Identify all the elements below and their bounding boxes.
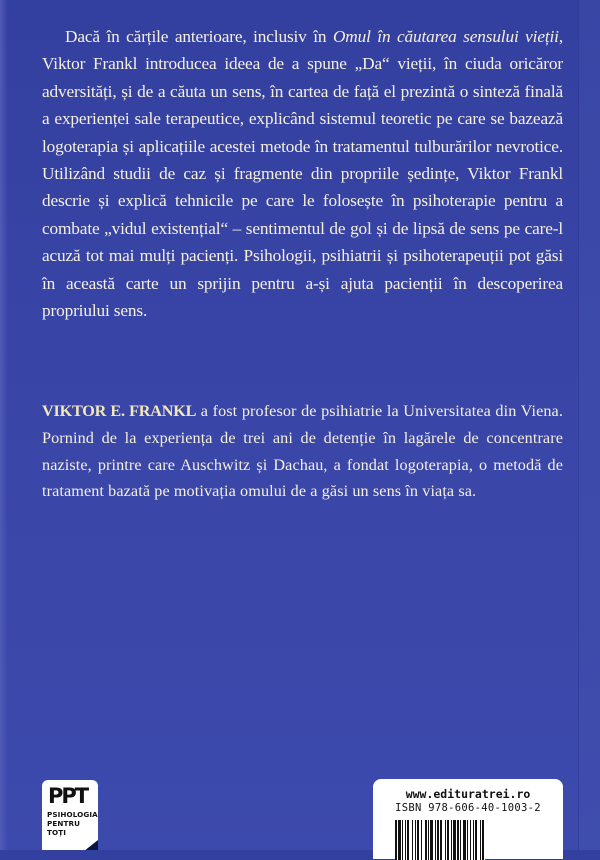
author-name: VIKTOR E. FRANKL bbox=[42, 402, 197, 420]
cover-spine-edge bbox=[578, 0, 600, 850]
publisher-website: www.edituratrei.ro bbox=[405, 787, 531, 801]
isbn-label bbox=[373, 779, 563, 859]
logo-line-1: PSIHOLOGIA bbox=[47, 810, 98, 819]
page-curl-icon bbox=[56, 840, 98, 850]
blurb-intro: Dacă în cărțile anterioare, inclusiv în bbox=[65, 27, 333, 46]
logo-line-3: TOȚI bbox=[47, 828, 66, 837]
bio-text: a fost profesor de psihiatrie la Universitatea din Viena. Pornind de la experiența de trei ani de detenție în lagărele de concentrare naziste, printre care Auschwitz și Dachau, a fondat logoterapia, o metodă de tratament bazată pe motivația omului de a găsi un sens în viața sa. bbox=[42, 402, 563, 501]
bio-paragraph bbox=[42, 398, 563, 505]
logo-line-2: PENTRU bbox=[47, 819, 81, 828]
logo-mark: PPT bbox=[48, 784, 88, 808]
publisher-logo bbox=[42, 780, 98, 850]
referenced-book-title: Omul în căutarea sensului vieții bbox=[332, 27, 559, 46]
barcode-icon bbox=[395, 820, 543, 860]
logo-subtitle bbox=[47, 810, 98, 837]
author-bio bbox=[42, 398, 563, 505]
cover-left-edge bbox=[0, 0, 8, 850]
blurb-body: , Viktor Frankl introducea ideea de a spune „Da“ vieții, în ciuda oricăror adversități, și de a căuta un sens, în cartea de față el prezintă o sinteză finală a experienței sale terapeutice, explicând sistemul teoretic pe care se bazează logoterapia și aplicațiile acestei metode în tratamentul tulburărilor nevrotice. Utilizând studii de caz și fragmente din propriile ședințe, Viktor Frankl descrie și explică tehnicile pe care le folosește în psihoterapie pentru a combate „vidul existențial“ – sentimentul de gol și de lipsă de sens pe care-l acuză tot mai mulți pacienți. Psihologii, psihiatrii și psihoterapeuții pot găsi în această carte un sprijin pentru a-și ajuta pacienții în descoperirea propriului sens. bbox=[42, 27, 563, 321]
book-blurb bbox=[42, 23, 563, 324]
isbn-number: ISBN 978-606-40-1003-2 bbox=[395, 802, 541, 814]
blurb-paragraph bbox=[42, 23, 563, 324]
